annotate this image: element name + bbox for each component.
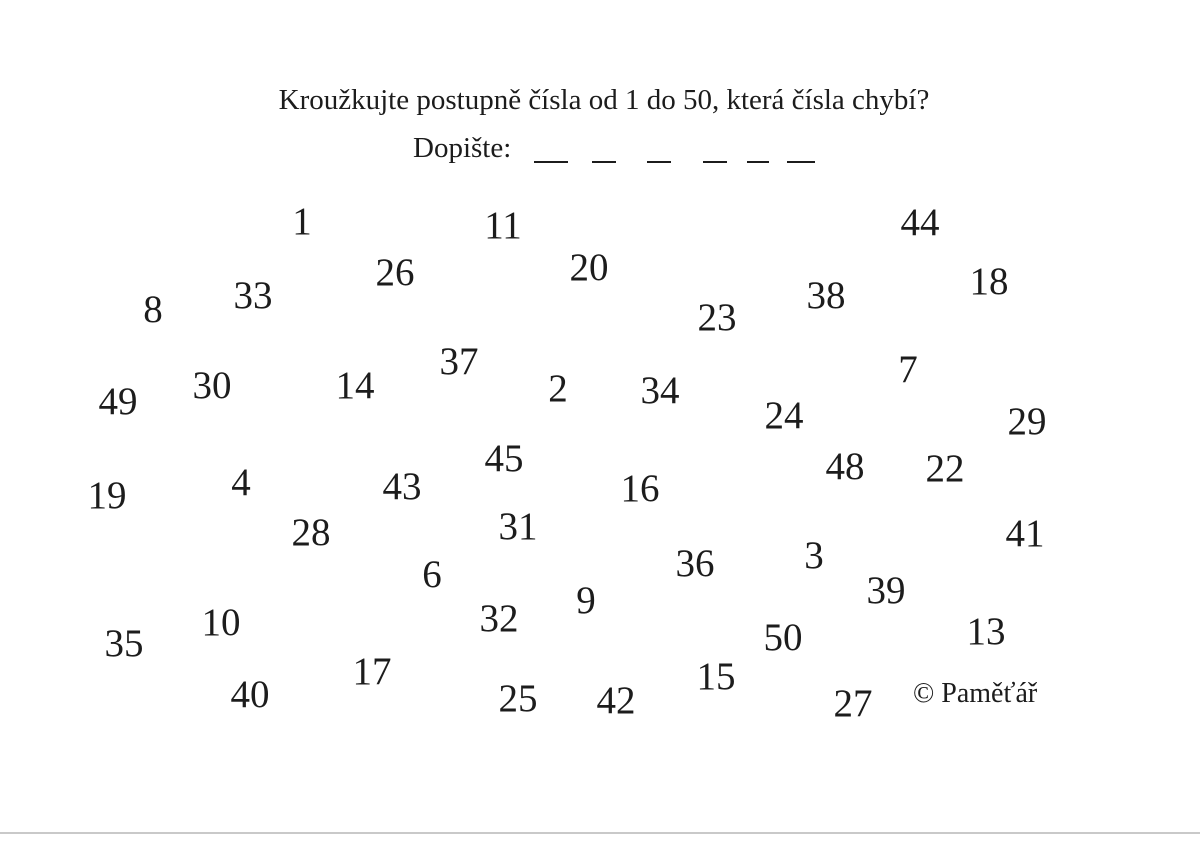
answer-blank <box>534 161 568 163</box>
number-item[interactable]: 35 <box>104 622 144 665</box>
fill-in-label: Dopište: <box>413 132 512 164</box>
answer-blank <box>592 161 616 163</box>
number-item[interactable]: 48 <box>825 445 865 488</box>
number-item[interactable]: 36 <box>675 542 715 585</box>
number-item[interactable]: 3 <box>804 534 824 577</box>
number-item[interactable]: 30 <box>192 364 232 407</box>
number-item[interactable]: 22 <box>925 447 965 490</box>
number-item[interactable]: 29 <box>1007 400 1047 443</box>
number-item[interactable]: 16 <box>620 467 660 510</box>
number-item[interactable]: 4 <box>231 461 251 504</box>
number-item[interactable]: 20 <box>569 246 609 289</box>
number-item[interactable]: 41 <box>1005 512 1045 555</box>
answer-blank <box>703 161 727 163</box>
number-item[interactable]: 2 <box>548 367 568 410</box>
number-item[interactable]: 8 <box>143 288 163 331</box>
number-item[interactable]: 31 <box>498 505 538 548</box>
number-item[interactable]: 33 <box>233 274 273 317</box>
number-item[interactable]: 49 <box>98 380 138 423</box>
number-item[interactable]: 26 <box>375 251 415 294</box>
number-item[interactable]: 39 <box>866 569 906 612</box>
number-item[interactable]: 25 <box>498 677 538 720</box>
number-item[interactable]: 1 <box>292 200 312 243</box>
number-item[interactable]: 7 <box>898 348 918 391</box>
number-item[interactable]: 10 <box>201 601 241 644</box>
number-item[interactable]: 37 <box>439 340 479 383</box>
number-item[interactable]: 23 <box>697 296 737 339</box>
number-item[interactable]: 17 <box>352 650 392 693</box>
number-item[interactable]: 38 <box>806 274 846 317</box>
number-item[interactable]: 44 <box>900 201 940 244</box>
number-item[interactable]: 9 <box>576 579 596 622</box>
number-item[interactable]: 15 <box>696 655 736 698</box>
answer-blank <box>747 161 769 163</box>
number-item[interactable]: 18 <box>969 260 1009 303</box>
page-edge <box>0 832 1200 834</box>
number-item[interactable]: 32 <box>479 597 519 640</box>
number-item[interactable]: 45 <box>484 437 524 480</box>
instruction-text: Kroužkujte postupně čísla od 1 do 50, která čísla chybí? <box>278 84 930 116</box>
number-item[interactable]: 42 <box>596 679 636 722</box>
answer-blank <box>647 161 671 163</box>
copyright-text: © Paměťář <box>913 678 1038 709</box>
number-item[interactable]: 50 <box>763 616 803 659</box>
number-item[interactable]: 27 <box>833 682 873 725</box>
number-item[interactable]: 6 <box>422 553 442 596</box>
number-item[interactable]: 34 <box>640 369 680 412</box>
number-item[interactable]: 28 <box>291 511 331 554</box>
number-item[interactable]: 40 <box>230 673 270 716</box>
number-item[interactable]: 14 <box>335 364 375 407</box>
number-item[interactable]: 43 <box>382 465 422 508</box>
number-item[interactable]: 24 <box>764 394 804 437</box>
number-item[interactable]: 11 <box>484 204 522 247</box>
answer-blank <box>787 161 815 163</box>
answer-blanks <box>534 161 794 165</box>
number-item[interactable]: 19 <box>87 474 127 517</box>
number-item[interactable]: 13 <box>966 610 1006 653</box>
